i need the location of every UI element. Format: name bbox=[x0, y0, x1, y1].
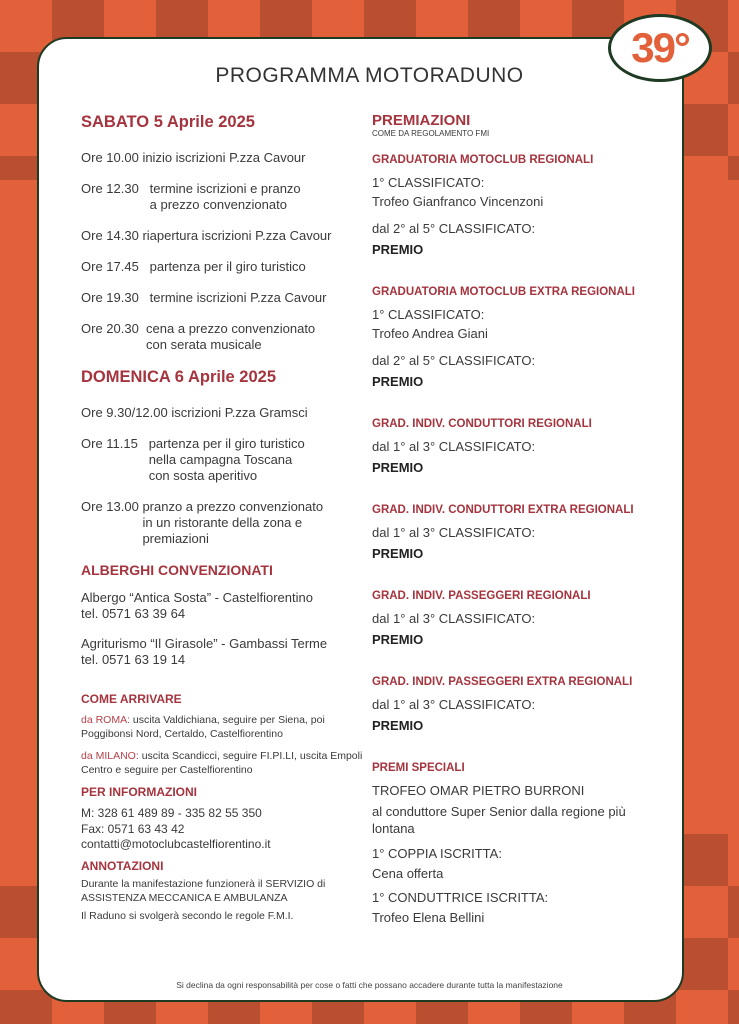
award-range: dal 1° al 3° CLASSIFICATO: bbox=[372, 525, 536, 540]
schedule-item bbox=[81, 499, 366, 547]
direction-item bbox=[81, 713, 366, 741]
award-group-title: GRADUATORIA MOTOCLUB EXTRA REGIONALI bbox=[372, 286, 636, 298]
notes-heading: ANNOTAZIONI bbox=[81, 858, 164, 873]
schedule-time: Ore 19.30 bbox=[81, 290, 150, 305]
schedule-text: inizio iscrizioni P.zza Cavour bbox=[142, 150, 306, 165]
award-prize: PREMIO bbox=[372, 242, 424, 257]
edition-number: 39° bbox=[631, 24, 689, 71]
page-title: PROGRAMMA MOTORADUNO bbox=[215, 64, 524, 87]
award-range: dal 1° al 3° CLASSIFICATO: bbox=[372, 439, 536, 454]
hotel-phone: tel. 0571 63 39 64 bbox=[81, 606, 186, 621]
schedule-text: riapertura iscrizioni P.zza Cavour bbox=[142, 228, 332, 243]
award-prize: PREMIO bbox=[372, 374, 424, 389]
notes-line: Il Raduno si svolgerà secondo le regole F.M.I. bbox=[81, 909, 294, 922]
schedule-item bbox=[81, 150, 366, 166]
direction-text: uscita Valdichiana, seguire per Siena, poi Poggibonsi Nord, Certaldo, Castelfiorentino bbox=[81, 714, 325, 740]
schedule-text: iscrizioni P.zza Gramsci bbox=[171, 405, 308, 420]
schedule-item bbox=[81, 181, 366, 213]
special-couple-prize: Cena offerta bbox=[372, 866, 444, 881]
hotel-item bbox=[81, 636, 366, 668]
schedule-text: cena a prezzo convenzionato con serata musicale bbox=[146, 321, 316, 352]
left-column bbox=[81, 113, 366, 931]
schedule-time: Ore 9.30/12.00 bbox=[81, 405, 172, 420]
schedule-text: partenza per il giro turistico bbox=[149, 259, 306, 274]
hotel-item bbox=[81, 590, 366, 622]
schedule-item bbox=[81, 290, 366, 306]
award-group bbox=[372, 418, 662, 476]
award-groups bbox=[372, 154, 662, 734]
special-female-prize: Trofeo Elena Bellini bbox=[372, 910, 485, 925]
direction-text: uscita Scandicci, seguire FI.PI.LI, uscita Empoli Centro e seguire per Castelfiorentino bbox=[81, 750, 363, 776]
schedule-time: Ore 14.30 bbox=[81, 228, 143, 243]
awards-heading: PREMIAZIONI bbox=[372, 112, 471, 129]
info-phone: M: 328 61 489 89 - 335 82 55 350 bbox=[81, 806, 262, 820]
schedule-time: Ore 20.30 bbox=[81, 321, 147, 336]
notes-line: Durante la manifestazione funzionerà il SERVIZIO di ASSISTENZA MECCANICA E AMBULANZA bbox=[81, 877, 326, 904]
schedule-time: Ore 10.00 bbox=[81, 150, 143, 165]
award-prize: PREMIO bbox=[372, 546, 424, 561]
award-group bbox=[372, 504, 662, 562]
special-female: 1° CONDUTTRICE ISCRITTA: bbox=[372, 890, 549, 905]
saturday-schedule bbox=[81, 150, 366, 353]
award-group bbox=[372, 676, 662, 734]
schedule-item bbox=[81, 405, 366, 421]
info-block bbox=[81, 806, 366, 853]
award-trophy: Trofeo Andrea Giani bbox=[372, 326, 488, 341]
saturday-heading: SABATO 5 Aprile 2025 bbox=[81, 113, 255, 131]
schedule-item bbox=[81, 436, 366, 484]
hotels-heading: ALBERGHI CONVENZIONATI bbox=[81, 562, 273, 578]
special-awards-heading: PREMI SPECIALI bbox=[372, 762, 465, 774]
award-range: dal 2° al 5° CLASSIFICATO: bbox=[372, 221, 536, 236]
award-group bbox=[372, 154, 662, 258]
sunday-schedule bbox=[81, 405, 366, 547]
directions-heading: COME ARRIVARE bbox=[81, 692, 182, 706]
schedule-time: Ore 17.45 bbox=[81, 259, 150, 274]
award-first-place: 1° CLASSIFICATO: bbox=[372, 175, 485, 190]
direction-item bbox=[81, 749, 366, 777]
award-range: dal 2° al 5° CLASSIFICATO: bbox=[372, 353, 536, 368]
schedule-time: Ore 12.30 bbox=[81, 181, 150, 196]
award-group bbox=[372, 590, 662, 648]
award-range: dal 1° al 3° CLASSIFICATO: bbox=[372, 697, 536, 712]
award-group-title: GRAD. INDIV. PASSEGGERI EXTRA REGIONALI bbox=[372, 676, 633, 688]
schedule-time: Ore 13.00 bbox=[81, 499, 143, 514]
schedule-text: termine iscrizioni P.zza Cavour bbox=[149, 290, 327, 305]
schedule-text: termine iscrizioni e pranzo a prezzo convenzionato bbox=[149, 181, 301, 212]
hotel-name: Agriturismo “Il Girasole” - Gambassi Terme bbox=[81, 636, 328, 651]
special-couple: 1° COPPIA ISCRITTA: bbox=[372, 846, 502, 861]
info-heading: PER INFORMAZIONI bbox=[81, 785, 197, 799]
award-prize: PREMIO bbox=[372, 718, 424, 733]
schedule-text: pranzo a prezzo convenzionato in un ristorante della zona e premiazioni bbox=[142, 499, 324, 546]
award-group bbox=[372, 286, 662, 390]
award-trophy: Trofeo Gianfranco Vincenzoni bbox=[372, 194, 544, 209]
award-group-title: GRAD. INDIV. PASSEGGERI REGIONALI bbox=[372, 590, 591, 602]
direction-label: da ROMA: bbox=[81, 714, 131, 726]
hotel-phone: tel. 0571 63 19 14 bbox=[81, 652, 186, 667]
info-email[interactable]: contatti@motoclubcastelfiorentino.it bbox=[81, 837, 271, 851]
schedule-item bbox=[81, 259, 366, 275]
schedule-text: partenza per il giro turistico nella campagna Toscana con sosta aperitivo bbox=[148, 436, 305, 483]
right-column bbox=[372, 112, 662, 926]
award-first-place: 1° CLASSIFICATO: bbox=[372, 307, 485, 322]
award-group-title: GRAD. INDIV. CONDUTTORI REGIONALI bbox=[372, 418, 592, 430]
award-group-title: GRAD. INDIV. CONDUTTORI EXTRA REGIONALI bbox=[372, 504, 634, 516]
direction-label: da MILANO: bbox=[81, 750, 139, 762]
special-trophy-desc: al conduttore Super Senior dalla regione più lontana bbox=[372, 804, 626, 836]
awards-subheading: COME DA REGOLAMENTO FMI bbox=[372, 129, 490, 138]
special-trophy: TROFEO OMAR PIETRO BURRONI bbox=[372, 783, 585, 798]
award-prize: PREMIO bbox=[372, 460, 424, 475]
sunday-heading: DOMENICA 6 Aprile 2025 bbox=[81, 368, 277, 386]
schedule-time: Ore 11.15 bbox=[81, 436, 149, 451]
disclaimer-footer: Si declina da ogni responsabilità per cose o fatti che possano accadere durante tutta la manifestazione bbox=[176, 980, 563, 990]
award-range: dal 1° al 3° CLASSIFICATO: bbox=[372, 611, 536, 626]
schedule-item bbox=[81, 228, 366, 244]
schedule-item bbox=[81, 321, 366, 353]
award-group-title: GRADUATORIA MOTOCLUB REGIONALI bbox=[372, 154, 594, 166]
award-prize: PREMIO bbox=[372, 632, 424, 647]
hotel-name: Albergo “Antica Sosta” - Castelfiorentino bbox=[81, 590, 313, 605]
info-fax: Fax: 0571 63 43 42 bbox=[81, 821, 185, 836]
